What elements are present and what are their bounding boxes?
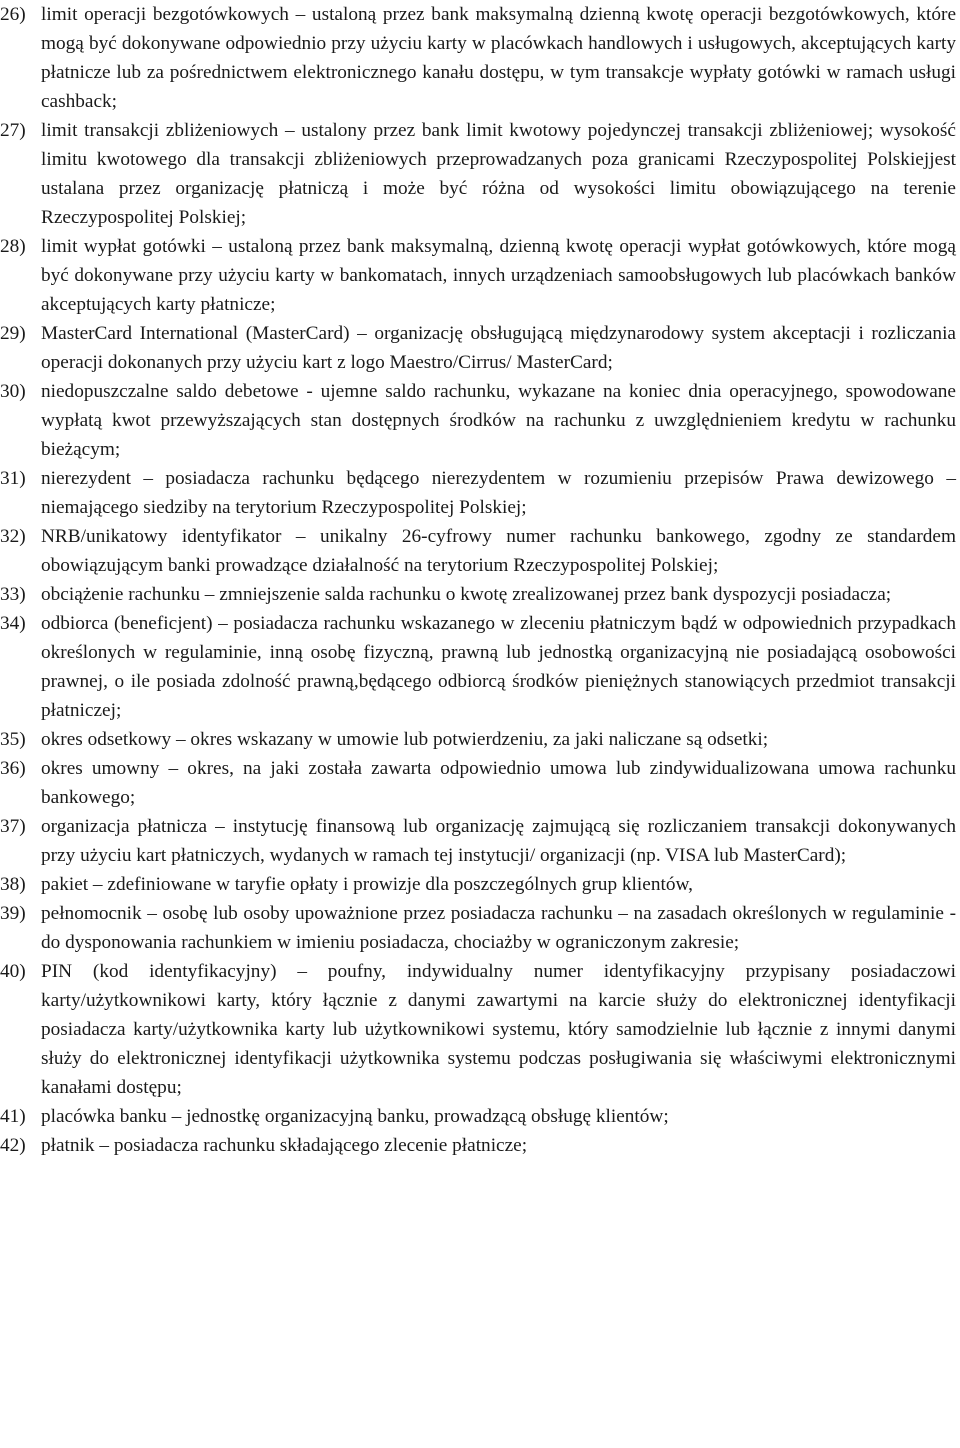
definition-number: 34): [0, 613, 26, 634]
definition-number: 30): [0, 381, 26, 402]
definition-number: 36): [0, 758, 26, 779]
definition-number: 35): [0, 729, 26, 750]
definition-number: 40): [0, 961, 26, 982]
definition-text: okres odsetkowy – okres wskazany w umowie lub potwierdzeniu, za jaki naliczane są odsetki;: [41, 729, 769, 750]
definition-item: [0, 232, 956, 319]
definition-item: [0, 319, 956, 377]
definition-text: odbiorca (beneficjent) – posiadacza rachunku wskazanego w zleceniu płatniczym bądź w odpowiednich przypadkach określonych w regulaminie, inną osobę fizyczną, prawną lub jednostką organizacyjną nie posiadającą osobowości prawnej, o ile posiada zdolność prawną,będącego odbiorcą środków pieniężnych stanowiących przedmiot transakcji płatniczej;: [41, 613, 956, 721]
definition-text: okres umowny – okres, na jaki została zawarta odpowiednio umowa lub zindywidualizowana umowa rachunku bankowego;: [41, 758, 956, 808]
definition-number: 39): [0, 903, 26, 924]
definition-item: [0, 522, 956, 580]
definition-item: [0, 1131, 956, 1160]
definition-text: limit transakcji zbliżeniowych – ustalony przez bank limit kwotowy pojedynczej transakcji zbliżeniowej; wysokość limitu kwotowego dla transakcji zbliżeniowych przeprowadzanych poza granicami Rzeczypospolitej Polskiejjest ustalana przez organizację płatniczą i może być różna od wysokości limitu obowiązującego na terenie Rzeczypospolitej Polskiej;: [41, 120, 956, 228]
definition-item: [0, 377, 956, 464]
definition-item: [0, 870, 956, 899]
definition-text: płatnik – posiadacza rachunku składającego zlecenie płatnicze;: [41, 1135, 528, 1156]
definition-text: NRB/unikatowy identyfikator – unikalny 26-cyfrowy numer rachunku bankowego, zgodny ze standardem obowiązującym banki prowadzące działalność na terytorium Rzeczypospolitej Polskiej;: [41, 526, 956, 576]
definition-item: [0, 812, 956, 870]
definition-item: [0, 957, 956, 1102]
definition-item: [0, 609, 956, 725]
definition-text: organizacja płatnicza – instytucję finansową lub organizację zajmującą się rozliczaniem transakcji dokonywanych przy użyciu kart płatniczych, wydanych w ramach tej instytucji/ organizacji (np. VISA lub MasterCard);: [41, 816, 956, 866]
definition-text: pełnomocnik – osobę lub osoby upoważnione przez posiadacza rachunku – na zasadach określonych w regulaminie - do dysponowania rachunkiem w imieniu posiadacza, chociażby w ograniczonym zakresie;: [41, 903, 956, 953]
definition-number: 28): [0, 236, 26, 257]
definition-text: niedopuszczalne saldo debetowe - ujemne saldo rachunku, wykazane na koniec dnia operacyjnego, spowodowane wypłatą kwot przewyższających stan dostępnych środków na rachunku z uwzględnieniem kredytu w rachunku bieżącym;: [41, 381, 956, 460]
definition-item: [0, 725, 956, 754]
definition-number: 32): [0, 526, 26, 547]
definition-number: 29): [0, 323, 26, 344]
definition-number: 26): [0, 4, 26, 25]
definition-number: 31): [0, 468, 26, 489]
definition-text: MasterCard International (MasterCard) – organizację obsługującą międzynarodowy system akceptacji i rozliczania operacji dokonanych przy użyciu kart z logo Maestro/Cirrus/ MasterCard;: [41, 323, 956, 373]
definition-item: [0, 464, 956, 522]
definition-text: obciążenie rachunku – zmniejszenie salda rachunku o kwotę zrealizowanej przez bank dyspozycji posiadacza;: [41, 584, 892, 605]
definition-item: [0, 116, 956, 232]
definition-item: [0, 0, 956, 116]
definition-text: pakiet – zdefiniowane w taryfie opłaty i prowizje dla poszczególnych grup klientów,: [41, 874, 693, 895]
definition-text: PIN (kod identyfikacyjny) – poufny, indywidualny numer identyfikacyjny przypisany posiadaczowi karty/użytkownikowi karty, który łącznie z danymi zawartymi na karcie służy do elektronicznej identyfikacji posiadacza karty/użytkownika karty lub użytkownikowi systemu, który samodzielnie lub łącznie z innymi danymi służy do elektronicznej identyfikacji użytkownika systemu podczas posługiwania się właściwymi elektronicznymi kanałami dostępu;: [41, 961, 956, 1098]
definition-number: 27): [0, 120, 26, 141]
definition-text: limit operacji bezgotówkowych – ustaloną przez bank maksymalną dzienną kwotę operacji bezgotówkowych, które mogą być dokonywane odpowiednio przy użyciu karty w placówkach handlowych i usługowych, akceptujących karty płatnicze lub za pośrednictwem elektronicznego kanału dostępu, w tym transakcje wypłaty gotówki w ramach usługi cashback;: [41, 4, 956, 112]
definition-item: [0, 754, 956, 812]
definition-item: [0, 580, 956, 609]
definition-text: placówka banku – jednostkę organizacyjną banku, prowadzącą obsługę klientów;: [41, 1106, 669, 1127]
definition-text: nierezydent – posiadacza rachunku będącego nierezydentem w rozumieniu przepisów Prawa dewizowego – niemającego siedziby na terytorium Rzeczypospolitej Polskiej;: [41, 468, 956, 518]
definition-number: 38): [0, 874, 26, 895]
definition-number: 37): [0, 816, 26, 837]
definition-text: limit wypłat gotówki – ustaloną przez bank maksymalną, dzienną kwotę operacji wypłat gotówkowych, które mogą być dokonywane przy użyciu karty w bankomatach, innych urządzeniach samoobsługowych lub placówkach banków akceptujących karty płatnicze;: [41, 236, 956, 315]
definition-item: [0, 1102, 956, 1131]
definition-number: 41): [0, 1106, 26, 1127]
definition-number: 33): [0, 584, 26, 605]
definition-item: [0, 899, 956, 957]
definition-number: 42): [0, 1135, 26, 1156]
